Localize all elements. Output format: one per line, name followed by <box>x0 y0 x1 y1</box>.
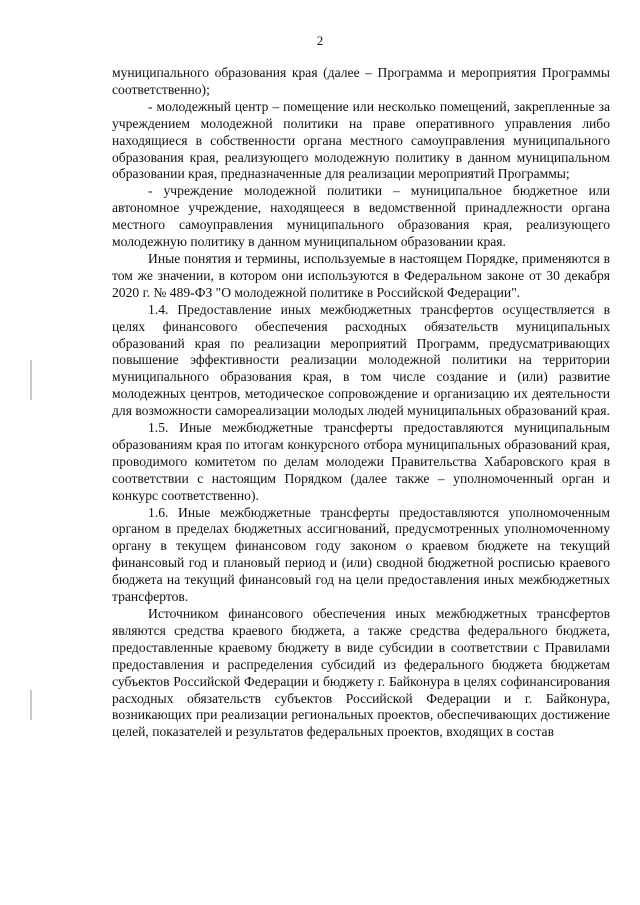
scan-margin-mark <box>30 360 32 400</box>
clause-1-4: 1.4. Предоставление иных межбюджетных трансфертов осуществляется в целях финансового обеспечения расходных обязательств муниципальных образований края по реализации мероприятий Программ, предусматривающих повышение эффективности реализации молодежной политики на территории муниципального образования края, в том числе создание и (или) развитие молодежных центров, методическое сопровождение и организацию их деятельности для возможности самореализации молодых людей муниципальных образований края. <box>112 301 610 419</box>
clause-1-5: 1.5. Иные межбюджетные трансферты предоставляются муниципальным образованиям края по итогам конкурсного отбора муниципальных образований края, проводимого комитетом по делам молодежи Правительства Хабаровского края в соответствии с настоящим Порядком (далее также – уполномоченный орган и конкурс соответственно). <box>112 420 610 503</box>
page-number: 2 <box>316 33 324 48</box>
document-body <box>112 65 610 741</box>
paragraph: Иные понятия и термины, используемые в настоящем Порядке, применяются в том же значении, в котором они используются в Федеральном законе от 30 декабря 2020 г. № 489-ФЗ "О молодежной политике в Российской Федерации". <box>112 250 610 300</box>
clause-1-6: 1.6. Иные межбюджетные трансферты предоставляются уполномоченным органом в пределах бюджетных ассигнований, предусмотренных уполномоченному органу в текущем финансовом году законом о краевом бюджете на текущий финансовый год и плановый период и (или) сводной бюджетной росписью краевого бюджета на текущий финансовый год на цели предоставления иных межбюджетных трансфертов. <box>112 504 610 605</box>
definition-paragraph: - молодежный центр – помещение или несколько помещений, закрепленные за учреждением молодежной политики на праве оперативного управления либо находящиеся в собственности органа местного самоуправления муниципального образования края, реализующего молодежную политику в данном муниципальном образовании края, предназначенные для реализации мероприятий Программы; <box>112 98 610 182</box>
paragraph: Источником финансового обеспечения иных межбюджетных трансфертов являются средства краевого бюджета, а также средства федерального бюджета, предоставленные краевому бюджету в виде субсидии в соответствии с Правилами предоставления и распределения субсидий из федерального бюджета бюджетам субъектов Российской Федерации и бюджету г. Байконура в целях софинансирования расходных обязательств субъектов Российской Федерации и г. Байконура, возникающих при реализации региональных проектов, обеспечивающих достижение целей, показателей и результатов федеральных проектов, входящих в состав <box>112 606 610 740</box>
paragraph: муниципального образования края (далее – Программа и мероприятия Программы соответственно); <box>112 65 610 97</box>
scan-margin-mark <box>30 690 32 720</box>
definition-paragraph: - учреждение молодежной политики – муниципальное бюджетное или автономное учреждение, находящееся в ведомственной принадлежности органа местного самоуправления муниципального образования края, реализующего молодежную политику в данном муниципальном образовании края. <box>112 183 610 250</box>
